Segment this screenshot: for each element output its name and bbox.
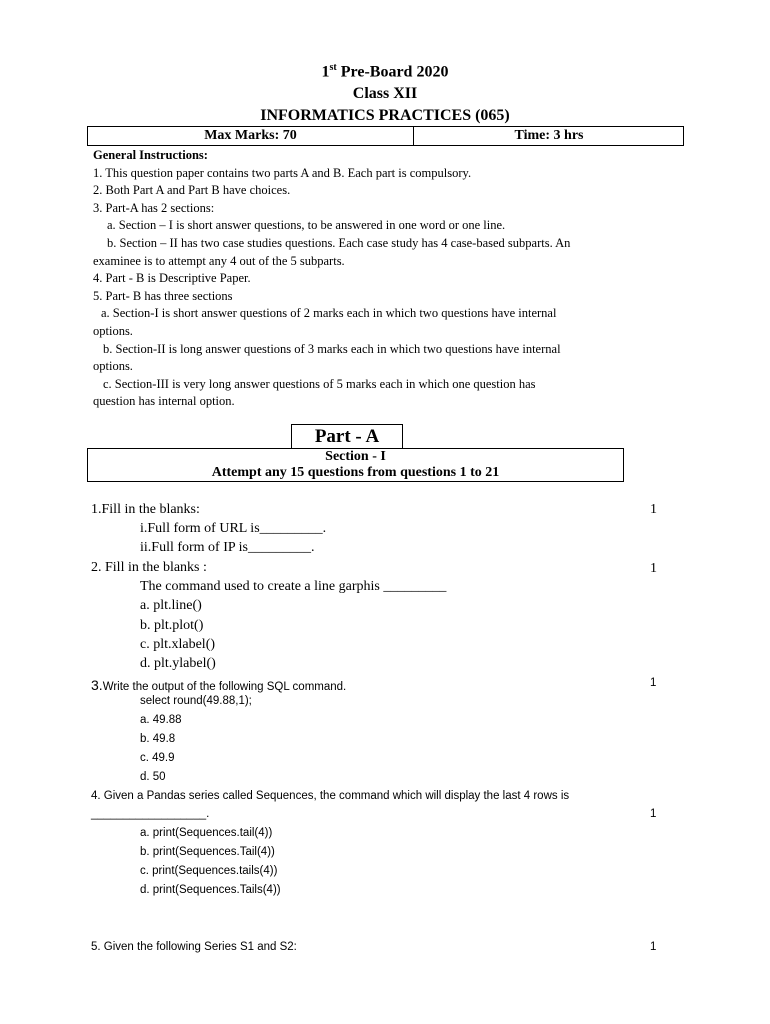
- marks-time-box: [87, 126, 684, 146]
- question-2-option: d. plt.ylabel(): [140, 656, 216, 671]
- question-3-marks: 1: [650, 677, 657, 689]
- question-5-marks: 1: [650, 941, 657, 953]
- instruction-line: c. Section-III is very long answer questions of 5 marks each in which one question has: [103, 376, 536, 391]
- max-marks: Max Marks: 70: [204, 128, 297, 143]
- instruction-line: 2. Both Part A and Part B have choices.: [93, 183, 291, 198]
- instruction-line: options.: [93, 324, 133, 338]
- instruction-line: a. Section-I is short answer questions of 2 marks each in which two questions have internal: [101, 306, 557, 321]
- instruction-line: b. Section – II has two case studies questions. Each case study has 4 case-based subparts. An: [107, 236, 571, 250]
- time-allowed: Time: 3 hrs: [514, 128, 584, 143]
- attempt-instruction: Attempt any 15 questions from questions 1 to 21: [211, 465, 500, 480]
- question-4-option: a. print(Sequences.tail(4)): [140, 827, 273, 839]
- question-3-option: a. 49.88: [140, 714, 182, 726]
- question-1-item: i.Full form of URL is_________.: [140, 521, 327, 536]
- section-box: [87, 448, 624, 482]
- question-3-item: select round(49.88,1);: [140, 695, 252, 707]
- question-2-marks: 1: [650, 561, 657, 576]
- question-4-option: c. print(Sequences.tails(4)): [140, 865, 278, 877]
- instruction-line: options.: [93, 359, 133, 374]
- section-heading: Section - I: [325, 449, 386, 464]
- question-2-option: a. plt.line(): [140, 598, 202, 613]
- question-3-option: b. 49.8: [140, 733, 176, 745]
- question-3: 3.Write the output of the following SQL command.: [91, 677, 347, 693]
- question-4: 4. Given a Pandas series called Sequences, the command which will display the last 4 rows is: [91, 790, 570, 802]
- paper-title: 1st Pre-Board 2020: [321, 62, 449, 81]
- instructions-heading: General Instructions:: [93, 148, 208, 162]
- instruction-line: 5. Part- B has three sections: [93, 288, 233, 303]
- class-heading: Class XII: [352, 85, 418, 102]
- question-3-option: d. 50: [140, 771, 166, 783]
- instruction-line: 4. Part - B is Descriptive Paper.: [93, 271, 251, 286]
- question-5: 5. Given the following Series S1 and S2:: [91, 941, 297, 953]
- part-a-title: Part - A: [291, 424, 403, 449]
- question-2-option: b. plt.plot(): [140, 618, 204, 633]
- question-1-item: ii.Full form of IP is_________.: [140, 540, 315, 555]
- question-4-option: d. print(Sequences.Tails(4)): [140, 884, 281, 896]
- question-2-option: c. plt.xlabel(): [140, 637, 216, 652]
- instruction-line: 3. Part-A has 2 sections:: [93, 200, 215, 215]
- instruction-line: question has internal option.: [93, 394, 235, 409]
- question-3-option: c. 49.9: [140, 752, 175, 764]
- instruction-line: b. Section-II is long answer questions of 3 marks each in which two questions have internal: [103, 341, 561, 356]
- subject-heading: INFORMATICS PRACTICES (065): [260, 107, 510, 124]
- instruction-line: 1. This question paper contains two parts A and B. Each part is compulsory.: [93, 165, 472, 180]
- question-4-marks: 1: [650, 808, 657, 820]
- question-2: 2. Fill in the blanks :: [91, 560, 207, 575]
- question-1: 1.Fill in the blanks:: [91, 502, 200, 517]
- instruction-line: examinee is to attempt any 4 out of the 5 subparts.: [93, 253, 345, 268]
- question-1-marks: 1: [650, 502, 657, 517]
- question-4-blank: __________________.: [91, 808, 210, 820]
- instruction-line: a. Section – I is short answer questions, to be answered in one word or one line.: [107, 218, 506, 233]
- question-2-item: The command used to create a line garphis _________: [140, 579, 447, 594]
- question-4-option: b. print(Sequences.Tail(4)): [140, 846, 275, 858]
